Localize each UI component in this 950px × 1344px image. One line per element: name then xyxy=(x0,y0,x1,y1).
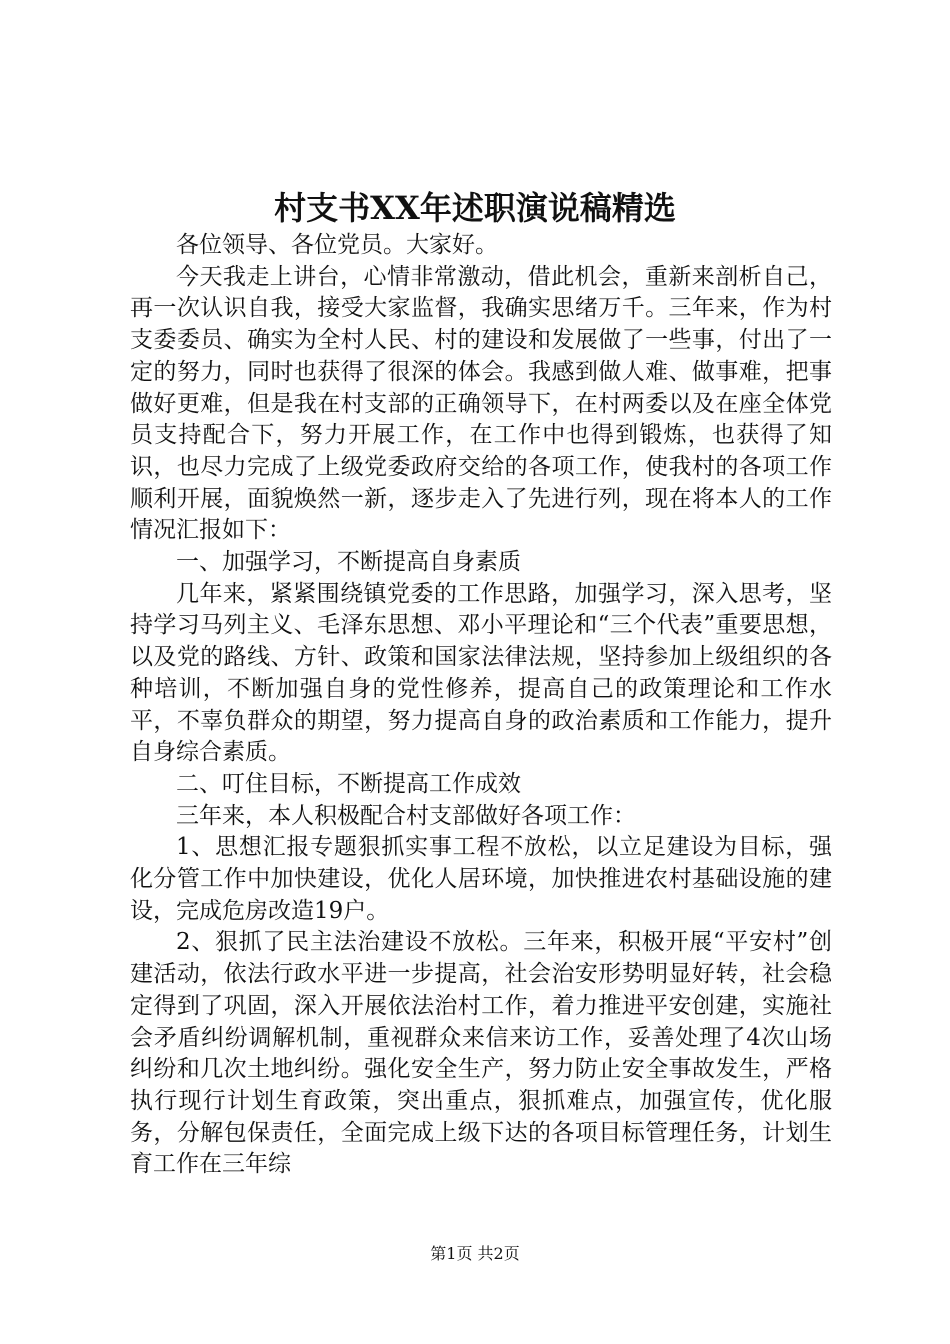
paragraph-greeting: 各位领导、各位党员。大家好。 xyxy=(176,232,498,258)
document-body xyxy=(130,230,832,1181)
paragraph-summary: 三年来，本人积极配合村支部做好各项工作： xyxy=(176,802,636,829)
paragraph-item-1: 1、思想汇报专题狠抓实事工程不放松，以立足建设为目标，强化分管工作中加快建设，优化人居环境，加快推进农村基础设施的建设，完成危房改造19户。 xyxy=(130,834,832,924)
section-heading-2: 二、叮住目标，不断提高工作成效 xyxy=(176,770,521,797)
page-footer: 第1页 共2页 xyxy=(430,1244,520,1263)
paragraph-intro: 今天我走上讲台，心情非常激动，借此机会，重新来剖析自己，再一次认识自我，接受大家监督，我确实思绪万千。三年来，作为村支委委员、确实为全村人民、村的建设和发展做了一些事，付出了一定的努力，同时也获得了很深的体会。我感到做人难、做事难，把事做好更难，但是我在村支部的正确领导下，在村两委以及在座全体党员支持配合下，努力开展工作，在工作中也得到锻炼，也获得了知识，也尽力完成了上级党委政府交给的各项工作，使我村的各项工作顺利开展，面貌焕然一新，逐步走入了先进行列，现在将本人的工作情况汇报如下： xyxy=(130,263,832,544)
document-title: 村支书XX年述职演说稿精选 xyxy=(274,189,676,227)
paragraph-item-2: 2、狠抓了民主法治建设不放松。三年来，积极开展“平安村”创建活动，依法行政水平进一步提高，社会治安形势明显好转，社会稳定得到了巩固，深入开展依法治村工作，着力推进平安创建，实施社会矛盾纠纷调解机制，重视群众来信来访工作，妥善处理了4次山场纠纷和几次土地纠纷。强化安全生产，努力防止安全事故发生，严格执行现行计划生育政策，突出重点，狠抓难点，加强宣传，优化服务，分解包保责任，全面完成上级下达的各项目标管理任务，计划生育工作在三年综 xyxy=(130,929,832,1178)
paragraph-study: 几年来，紧紧围绕镇党委的工作思路，加强学习，深入思考，坚持学习马列主义、毛泽东思想、邓小平理论和“三个代表”重要思想，以及党的路线、方针、政策和国家法律法规，坚持参加上级组织的各种培训，不断加强自身的党性修养，提高自己的政策理论和工作水平，不辜负群众的期望，努力提高自身的政治素质和工作能力，提升自身综合素质。 xyxy=(130,580,832,766)
section-heading-1: 一、加强学习，不断提高自身素质 xyxy=(176,549,521,576)
